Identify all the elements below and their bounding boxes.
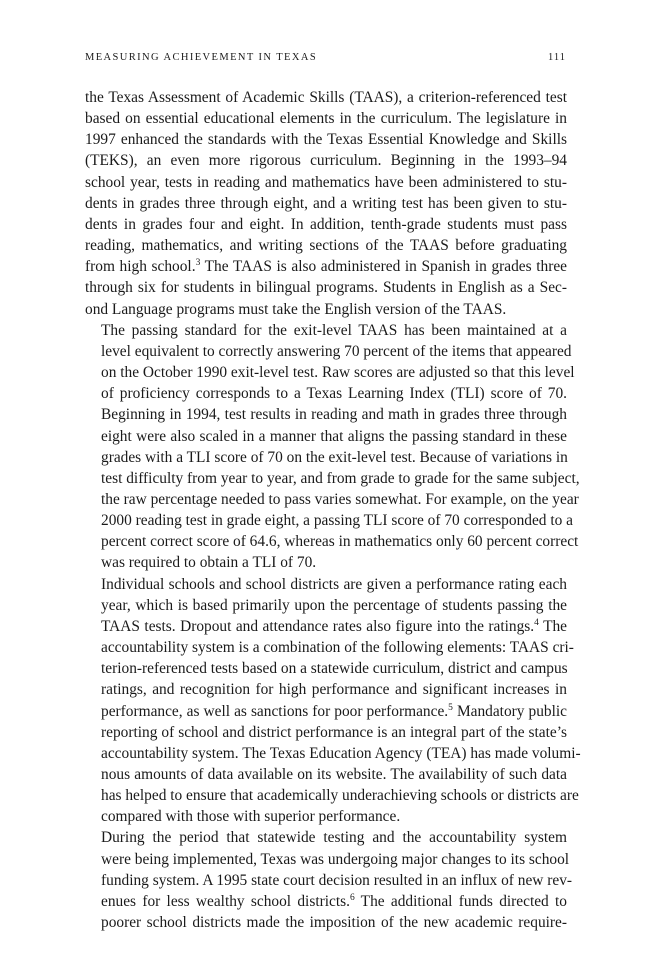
text-line: terion-referenced tests based on a statewide curriculum, district and campus [101,660,568,678]
text-line: test difficulty from year to year, and from grade to grade for the same subject, [101,469,580,487]
text-line: Beginning in 1994, test results in reading and math in grades three through [101,406,567,424]
line-text: TAAS tests. Dropout and attendance rates also figure into the ratings. [101,617,535,635]
footnote-marker[interactable]: 4 [534,617,539,628]
text-line: on the October 1990 exit-level test. Raw scores are adjusted so that this level [101,364,575,382]
text-line: reporting of school and district performance is an integral part of the state’s [101,723,567,741]
text-line [85,701,567,722]
text-line: of proficiency corresponds to a Texas Learning Index (TLI) score of 70. [101,385,567,403]
text-line: year, which is based primarily upon the percentage of students passing the [101,596,567,614]
text-line: (TEKS), an even more rigorous curriculum. Beginning in the 1993–94 [85,152,567,170]
line-text: enues for less wealthy school districts. [101,892,350,910]
text-line: was required to obtain a TLI of 70. [101,554,317,572]
text-line: Individual schools and school districts are given a performance rating each [101,575,567,593]
footnote-marker[interactable]: 6 [349,892,355,903]
text-line: funding system. A 1995 state court decision resulted in an influx of new rev- [101,871,573,889]
text-line: reading, mathematics, and writing sections of the TAAS before graduating [85,237,567,255]
running-header [85,52,566,68]
line-text: The [538,617,567,635]
text-line: through six for students in bilingual programs. Students in English as a Sec- [85,279,567,297]
paragraph-school-funding [85,827,573,933]
text-line: compared with those with superior performance. [101,808,401,826]
text-line: has helped to ensure that academically underachieving schools or districts are [101,787,579,805]
text-line: level equivalent to correctly answering 70 percent of the items that appeared [101,342,572,360]
page-number: 111 [548,52,566,63]
paragraph-passing-standard [85,320,580,574]
text-line: school year, tests in reading and mathematics have been administered to stu- [85,173,567,191]
line-text: The additional funds directed to [354,892,567,910]
text-line: During the period that statewide testing and the accountability system [101,829,567,847]
text-line: dents in grades three through eight, and a writing test has been given to stu- [85,194,567,212]
text-line: were being implemented, Texas was undergoing major changes to its school [101,850,570,868]
text-line: 1997 enhanced the standards with the Texas Essential Knowledge and Skills [85,131,567,149]
text-line: nous amounts of data available on its website. The availability of such data [101,766,567,783]
paragraph-performance-rating [85,574,581,828]
text-line [85,616,567,637]
line-text: Mandatory public [452,702,567,720]
text-line: the Texas Assessment of Academic Skills (TAAS), a criterion-referenced test [85,89,567,106]
text-line [85,891,567,912]
text-line: The passing standard for the exit-level TAAS has been maintained at a [101,321,567,339]
line-text: performance, as well as sanctions for poor performance. [101,702,449,720]
paragraph-taas-overview [85,87,567,320]
footnote-marker[interactable]: 5 [448,702,453,713]
text-line: percent correct score of 64.6, whereas in mathematics only 60 percent correct [101,533,579,551]
text-line: accountability system. The Texas Education Agency (TEA) has made volumi- [101,744,581,762]
text-line: based on essential educational elements in the curriculum. The legislature in [85,110,567,128]
text-line: grades with a TLI score of 70 on the exit-level test. Because of variations in [101,448,568,466]
text-line: ratings, and recognition for high performance and significant increases in [101,681,567,699]
text-line: ond Language programs must take the English version of the TAAS. [85,300,507,318]
body-text [85,87,581,933]
text-line [85,256,567,277]
text-line: poorer school districts made the imposition of the new academic require- [101,914,567,932]
text-line: the raw percentage needed to pass varies somewhat. For example, on the year [101,490,579,508]
footnote-marker[interactable]: 3 [195,258,201,269]
text-line: eight were also scaled in a manner that aligns the passing standard in these [101,427,567,445]
text-line: 2000 reading test in grade eight, a passing TLI score of 70 corresponded to a [101,512,573,530]
line-text: The TAAS is also administered in Spanish in grades three [200,258,567,276]
text-line: accountability system is a combination of the following elements: TAAS cri- [101,639,574,657]
line-text: from high school. [85,258,196,276]
text-line: dents in grades four and eight. In addition, tenth-grade students must pass [85,215,567,233]
running-title: MEASURING ACHIEVEMENT IN TEXAS [85,52,318,63]
